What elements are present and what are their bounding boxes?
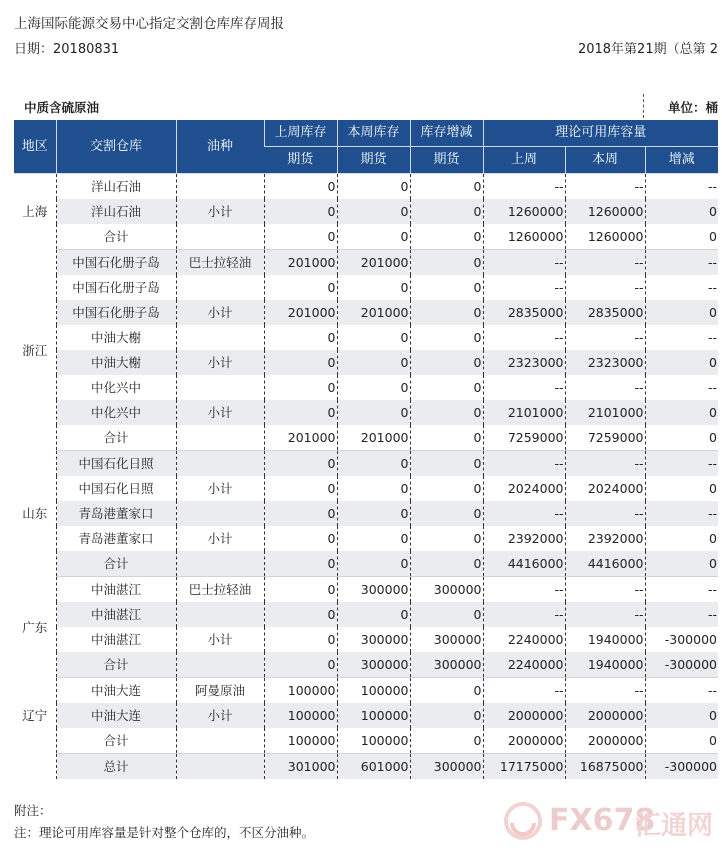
change-cell: 0 [410,325,483,350]
change-cell: 0 [410,199,483,224]
this-week-cell: 0 [337,325,410,350]
report-title: 上海国际能源交易中心指定交割仓库库存周报 [14,16,284,32]
table-row [14,174,718,200]
notes-text: 注：理论可用库容量是针对整个仓库的，不区分油种。 [14,825,315,840]
this-week-cell: 201000 [337,250,410,276]
cap-last-cell: -- [483,451,565,477]
col-cap-change: 增减 [645,147,718,174]
cap-change-cell: 0 [645,350,718,375]
cap-last-cell: 2240000 [483,652,565,678]
report-date: 日期：20180831 [14,42,120,57]
warehouse-cell: 中油湛江 [56,602,176,627]
cap-change-cell: 0 [645,703,718,728]
col-cap-last: 上周 [483,147,565,174]
warehouse-cell: 中油大连 [56,678,176,704]
cap-change-cell: -- [645,325,718,350]
cap-last-cell: -- [483,275,565,300]
warehouse-cell: 中国石化册子岛 [56,275,176,300]
this-week-cell: 0 [337,199,410,224]
change-cell: 0 [410,501,483,526]
cap-change-cell: 0 [645,224,718,250]
last-week-cell: 0 [264,325,337,350]
cap-this-cell: 2000000 [565,728,645,754]
warehouse-cell: 青岛港董家口 [56,526,176,551]
last-week-cell: 0 [264,451,337,477]
warehouse-cell: 中国石化册子岛 [56,250,176,276]
change-cell: 0 [410,275,483,300]
oil-type-cell: 巴士拉轻油 [176,577,264,603]
last-week-cell: 100000 [264,703,337,728]
warehouse-cell: 中油大榭 [56,350,176,375]
table-row [14,451,718,477]
col-futures-last: 期货 [264,147,337,174]
notes-heading: 附注： [14,803,52,818]
col-oil: 油种 [176,120,264,174]
col-last-week: 上周库存 [264,120,337,147]
cap-change-cell: 0 [645,400,718,425]
cap-last-cell: -- [483,577,565,603]
warehouse-cell: 中油大连 [56,703,176,728]
table-row [14,275,718,300]
this-week-cell: 0 [337,602,410,627]
this-week-cell: 100000 [337,678,410,704]
last-week-cell: 0 [264,577,337,603]
change-cell: 0 [410,602,483,627]
cap-this-cell: 1940000 [565,652,645,678]
table-row [14,300,718,325]
oil-type-cell: 小计 [176,300,264,325]
cap-change-cell: -- [645,250,718,276]
table-row [14,476,718,501]
inventory-table [14,120,718,779]
cap-this-cell: -- [565,250,645,276]
oil-type-cell: 小计 [176,476,264,501]
last-week-cell: 201000 [264,425,337,451]
warehouse-cell: 中国石化日照 [56,451,176,477]
region-cell: 辽宁 [14,678,56,754]
oil-type-cell: 小计 [176,400,264,425]
last-week-cell: 0 [264,224,337,250]
fx678-logo-icon [503,801,543,841]
oil-type-cell [176,224,264,250]
this-week-cell: 201000 [337,300,410,325]
cap-change-cell: -- [645,174,718,200]
cap-change-cell: -300000 [645,652,718,678]
col-futures-this: 期货 [337,147,410,174]
warehouse-cell: 合计 [56,728,176,754]
last-week-cell: 100000 [264,678,337,704]
oil-type-cell [176,501,264,526]
cap-change-cell: 0 [645,199,718,224]
warehouse-cell: 总计 [56,754,176,780]
change-cell: 300000 [410,627,483,652]
cap-last-cell: 2101000 [483,400,565,425]
this-week-cell: 300000 [337,577,410,603]
change-cell: 0 [410,300,483,325]
cap-change-cell: -- [645,501,718,526]
cap-last-cell: 1260000 [483,199,565,224]
last-week-cell: 0 [264,652,337,678]
cap-this-cell: -- [565,451,645,477]
oil-type-cell [176,325,264,350]
change-cell: 0 [410,551,483,577]
last-week-cell: 0 [264,627,337,652]
cap-last-cell: 2323000 [483,350,565,375]
table-row [14,678,718,704]
oil-type-cell: 巴士拉轻油 [176,250,264,276]
oil-type-cell: 小计 [176,199,264,224]
change-cell: 0 [410,703,483,728]
this-week-cell: 0 [337,501,410,526]
this-week-cell: 601000 [337,754,410,780]
table-row [14,250,718,276]
cap-this-cell: 1260000 [565,199,645,224]
last-week-cell: 0 [264,501,337,526]
cap-last-cell: -- [483,174,565,200]
oil-type-cell [176,275,264,300]
last-week-cell: 0 [264,350,337,375]
change-cell: 0 [410,728,483,754]
region-total-row [14,652,718,678]
cap-change-cell: 0 [645,526,718,551]
table-row [14,577,718,603]
table-row [14,400,718,425]
region-total-row [14,224,718,250]
cap-change-cell: -- [645,678,718,704]
last-week-cell: 301000 [264,754,337,780]
this-week-cell: 0 [337,375,410,400]
table-row [14,602,718,627]
col-capacity: 理论可用库容量 [483,120,718,147]
cap-this-cell: -- [565,375,645,400]
watermark-logo [503,801,717,839]
cap-last-cell: -- [483,602,565,627]
change-cell: 300000 [410,652,483,678]
this-week-cell: 201000 [337,425,410,451]
cap-last-cell: -- [483,325,565,350]
last-week-cell: 0 [264,602,337,627]
change-cell: 0 [410,400,483,425]
last-week-cell: 201000 [264,250,337,276]
warehouse-cell: 中国石化册子岛 [56,300,176,325]
watermark-fx: FX678 [549,803,656,838]
cap-last-cell: -- [483,375,565,400]
this-week-cell: 0 [337,526,410,551]
cap-this-cell: -- [565,275,645,300]
cap-this-cell: 7259000 [565,425,645,451]
cap-this-cell: -- [565,602,645,627]
col-cap-this: 本周 [565,147,645,174]
change-cell: 0 [410,224,483,250]
cap-last-cell: 2024000 [483,476,565,501]
oil-type-cell [176,728,264,754]
cap-change-cell: -300000 [645,627,718,652]
warehouse-cell: 合计 [56,652,176,678]
warehouse-cell: 洋山石油 [56,199,176,224]
oil-type-cell: 小计 [176,703,264,728]
this-week-cell: 100000 [337,703,410,728]
cap-last-cell: 7259000 [483,425,565,451]
watermark-hui: 汇通网 [635,811,714,841]
col-futures-change: 期货 [410,147,483,174]
region-cell: 广东 [14,577,56,678]
oil-type-cell [176,602,264,627]
warehouse-cell: 青岛港董家口 [56,501,176,526]
cap-this-cell: 2000000 [565,703,645,728]
warehouse-cell: 中油湛江 [56,627,176,652]
change-cell: 0 [410,250,483,276]
warehouse-cell: 合计 [56,551,176,577]
region-total-row [14,728,718,754]
cap-last-cell: -- [483,678,565,704]
this-week-cell: 0 [337,451,410,477]
oil-type-cell [176,425,264,451]
col-warehouse: 交割仓库 [56,120,176,174]
cap-this-cell: 1260000 [565,224,645,250]
last-week-cell: 201000 [264,300,337,325]
cap-change-cell: -- [645,451,718,477]
oil-type-cell: 小计 [176,526,264,551]
warehouse-cell: 中油湛江 [56,577,176,603]
region-total-row [14,425,718,451]
change-cell: 0 [410,476,483,501]
unit-label: 单位：桶 [667,100,718,115]
warehouse-cell: 中国石化日照 [56,476,176,501]
this-week-cell: 0 [337,350,410,375]
change-cell: 0 [410,174,483,200]
cap-this-cell: 2835000 [565,300,645,325]
cap-this-cell: 4416000 [565,551,645,577]
oil-type-cell [176,551,264,577]
region-total-row [14,551,718,577]
oil-type-cell [176,754,264,780]
oil-type-cell: 小计 [176,350,264,375]
last-week-cell: 0 [264,199,337,224]
warehouse-cell: 洋山石油 [56,174,176,200]
notes [14,800,314,844]
cap-last-cell: 1260000 [483,224,565,250]
last-week-cell: 0 [264,174,337,200]
change-cell: 0 [410,678,483,704]
cap-last-cell: 2000000 [483,703,565,728]
warehouse-cell: 中化兴中 [56,400,176,425]
table-row [14,375,718,400]
last-week-cell: 0 [264,526,337,551]
last-week-cell: 0 [264,476,337,501]
cap-change-cell: 0 [645,728,718,754]
this-week-cell: 0 [337,400,410,425]
oil-type-cell [176,652,264,678]
cap-change-cell: -- [645,375,718,400]
last-week-cell: 0 [264,275,337,300]
table-row [14,526,718,551]
change-cell: 0 [410,425,483,451]
cap-this-cell: 2392000 [565,526,645,551]
oil-type-cell: 小计 [176,627,264,652]
cap-change-cell: 0 [645,476,718,501]
last-week-cell: 0 [264,551,337,577]
oil-type-cell: 阿曼原油 [176,678,264,704]
oil-type-cell [176,174,264,200]
last-week-cell: 100000 [264,728,337,754]
cap-this-cell: -- [565,678,645,704]
cap-this-cell: 16875000 [565,754,645,780]
warehouse-cell: 合计 [56,224,176,250]
cap-last-cell: 17175000 [483,754,565,780]
region-cell: 浙江 [14,250,56,451]
warehouse-cell: 中化兴中 [56,375,176,400]
warehouse-cell: 合计 [56,425,176,451]
cap-this-cell: -- [565,501,645,526]
cap-this-cell: -- [565,577,645,603]
table-row [14,350,718,375]
cap-last-cell: 2240000 [483,627,565,652]
region-cell: 上海 [14,174,56,250]
last-week-cell: 0 [264,400,337,425]
cap-last-cell: 2392000 [483,526,565,551]
cap-this-cell: 2323000 [565,350,645,375]
change-cell: 0 [410,350,483,375]
this-week-cell: 0 [337,476,410,501]
region-cell-empty [14,754,56,780]
cap-this-cell: 2101000 [565,400,645,425]
this-week-cell: 0 [337,551,410,577]
this-week-cell: 300000 [337,652,410,678]
cap-this-cell: 1940000 [565,627,645,652]
cap-change-cell: 0 [645,425,718,451]
region-cell: 山东 [14,451,56,577]
cap-change-cell: -- [645,275,718,300]
change-cell: 0 [410,375,483,400]
cap-this-cell: 2024000 [565,476,645,501]
last-week-cell: 0 [264,375,337,400]
section-title: 中质含硫原油 [24,100,100,115]
cap-last-cell: 4416000 [483,551,565,577]
cap-change-cell: 0 [645,551,718,577]
cap-change-cell: -300000 [645,754,718,780]
table-row [14,501,718,526]
change-cell: 0 [410,451,483,477]
table-row [14,627,718,652]
cap-this-cell: -- [565,325,645,350]
table-row [14,325,718,350]
oil-type-cell [176,451,264,477]
this-week-cell: 0 [337,224,410,250]
cap-change-cell: 0 [645,300,718,325]
table-row [14,703,718,728]
unit-divider [643,94,644,118]
change-cell: 0 [410,526,483,551]
cap-last-cell: 2835000 [483,300,565,325]
cap-change-cell: -- [645,577,718,603]
cap-this-cell: -- [565,174,645,200]
oil-type-cell [176,375,264,400]
warehouse-cell: 中油大榭 [56,325,176,350]
cap-last-cell: -- [483,250,565,276]
col-region: 地区 [14,120,56,174]
table-body [14,174,718,780]
grand-total-row [14,754,718,780]
change-cell: 300000 [410,754,483,780]
this-week-cell: 300000 [337,627,410,652]
change-cell: 300000 [410,577,483,603]
this-week-cell: 0 [337,275,410,300]
table-row [14,199,718,224]
report-period: 2018年第21期（总第 2 [577,42,718,57]
cap-last-cell: 2000000 [483,728,565,754]
this-week-cell: 100000 [337,728,410,754]
cap-last-cell: -- [483,501,565,526]
this-week-cell: 0 [337,174,410,200]
col-change: 库存增减 [410,120,483,147]
cap-change-cell: -- [645,602,718,627]
col-this-week: 本周库存 [337,120,410,147]
